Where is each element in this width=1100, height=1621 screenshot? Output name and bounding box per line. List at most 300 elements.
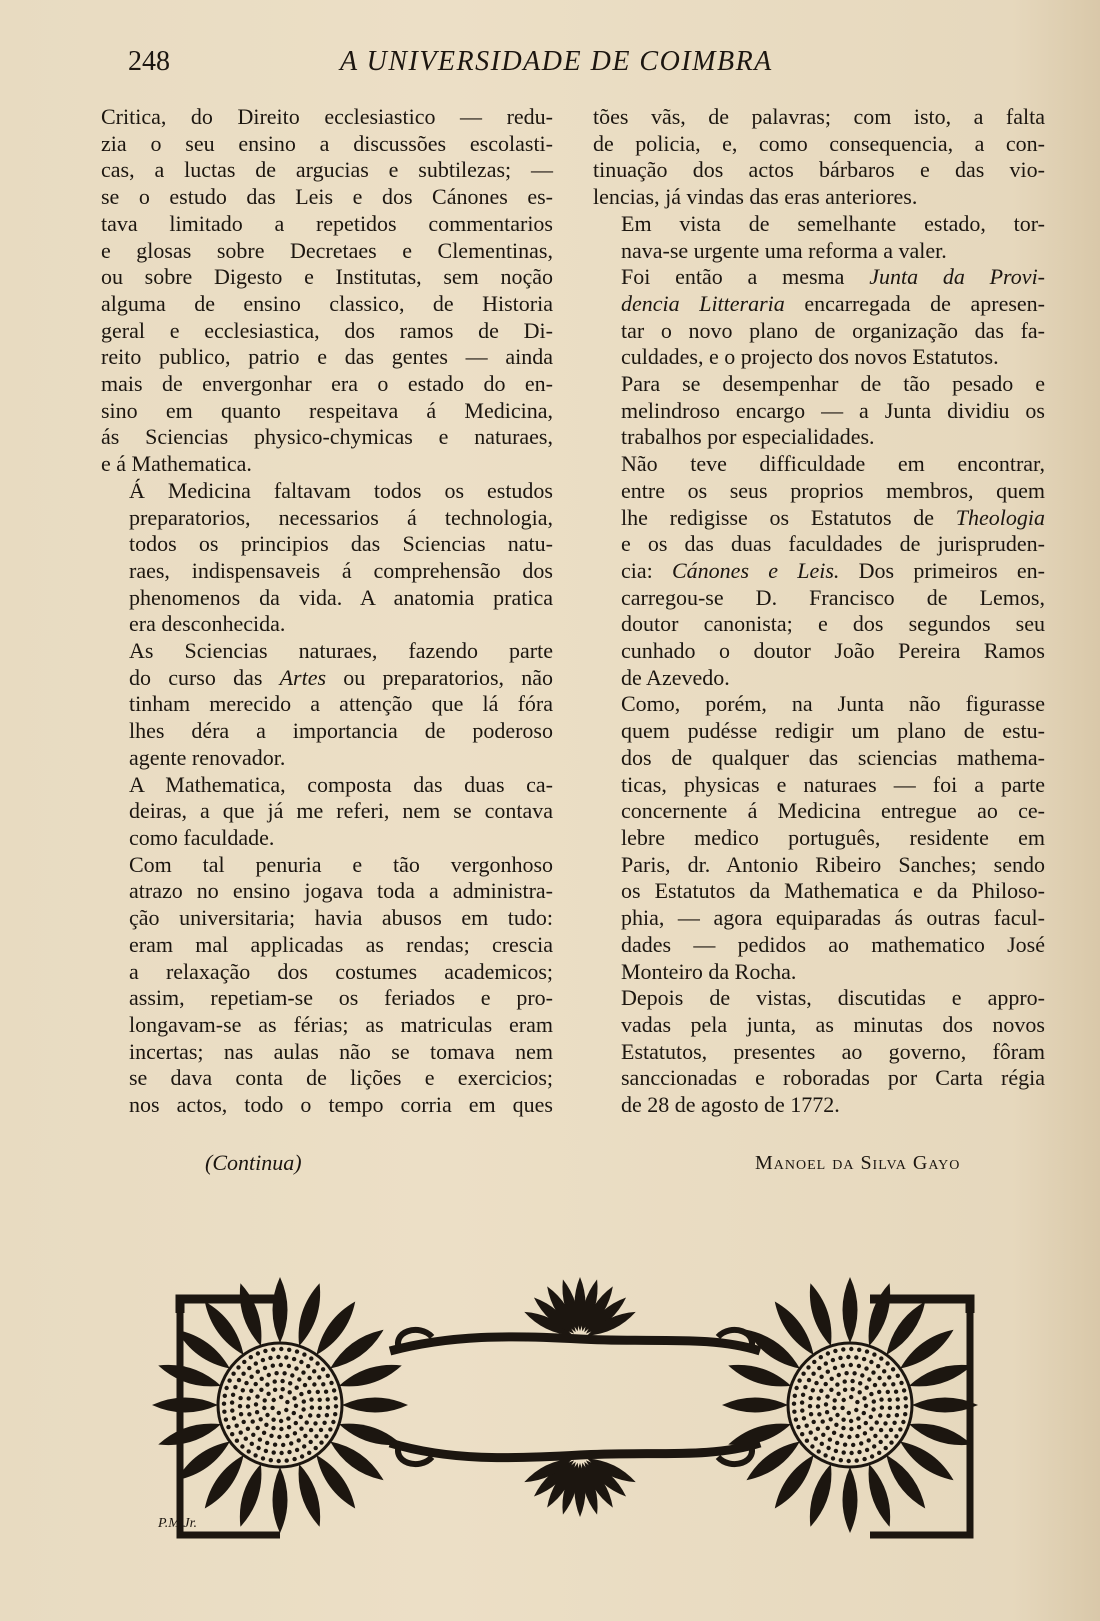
seed-dot <box>792 1402 796 1406</box>
seed-dot <box>268 1356 272 1360</box>
seed-dot <box>840 1406 844 1410</box>
seed-dot <box>858 1381 862 1385</box>
paragraph <box>593 264 1045 371</box>
text-line: incertas; nas aulas não se tomava nem <box>129 1038 553 1064</box>
seed-dot <box>281 1387 285 1391</box>
flower-center <box>218 1343 342 1467</box>
seed-dot <box>326 1405 330 1409</box>
seed-dot <box>276 1355 280 1359</box>
seed-dot <box>264 1449 268 1453</box>
seed-dot <box>844 1371 848 1375</box>
paragraph <box>101 638 553 772</box>
seed-dot <box>833 1398 837 1402</box>
text-line: todos os principios das Sciencias natu- <box>129 531 553 557</box>
seed-dot <box>313 1421 317 1425</box>
seed-dot <box>839 1458 843 1462</box>
text-line: culdades, e o projecto dos novos Estatutos. <box>621 344 999 370</box>
seed-dot <box>255 1410 259 1414</box>
seed-dot <box>239 1412 243 1416</box>
seed-dot <box>797 1378 801 1382</box>
seed-dot <box>806 1365 810 1369</box>
seed-dot <box>851 1387 855 1391</box>
seed-dot <box>334 1404 338 1408</box>
seed-dot <box>849 1347 853 1351</box>
text-line: doutor canonista; e dos segundos seu <box>621 611 1045 637</box>
text-line: Monteiro da Rocha. <box>621 958 797 984</box>
text-line <box>593 264 1045 291</box>
seed-dot <box>902 1388 906 1392</box>
seed-dot <box>805 1424 809 1428</box>
seed-dot <box>238 1396 242 1400</box>
seed-dot <box>297 1377 301 1381</box>
petal <box>292 1462 327 1529</box>
seed-dot <box>247 1449 251 1453</box>
seed-dot <box>805 1439 809 1443</box>
seed-dot <box>826 1426 830 1430</box>
seed-dot <box>880 1405 884 1409</box>
seed-dot <box>273 1388 277 1392</box>
seed-dot <box>814 1381 818 1385</box>
text-line: Critica, do Direito ecclesiastico — redu- <box>101 104 553 129</box>
seed-dot <box>885 1361 889 1365</box>
seed-dot <box>841 1364 845 1368</box>
seed-dot <box>322 1421 326 1425</box>
text-line: Não teve difficuldade em encontrar, <box>621 451 1045 477</box>
seed-dot <box>314 1446 318 1450</box>
seed-dot <box>835 1413 839 1417</box>
seed-dot <box>308 1413 312 1417</box>
seed-dot <box>835 1441 839 1445</box>
seed-dot <box>224 1417 228 1421</box>
seed-dot <box>251 1433 255 1437</box>
seed-dot <box>846 1355 850 1359</box>
petal <box>862 1281 897 1348</box>
seed-dot <box>855 1434 859 1438</box>
seed-dot <box>817 1449 821 1453</box>
seed-dot <box>865 1386 869 1390</box>
seed-dot <box>258 1437 262 1441</box>
seed-dot <box>230 1432 234 1436</box>
seed-dot <box>265 1441 269 1445</box>
text-line: dades — pedidos ao mathematico José <box>621 931 1045 957</box>
seed-dot <box>233 1385 237 1389</box>
seed-dot <box>223 1394 227 1398</box>
seed-dot <box>269 1458 273 1462</box>
seed-dot <box>271 1347 275 1351</box>
petal <box>233 1462 268 1529</box>
seed-dot <box>888 1398 892 1402</box>
seed-dot <box>321 1382 325 1386</box>
sunflower-left <box>152 1277 408 1533</box>
petal <box>342 1398 408 1413</box>
seed-dot <box>817 1412 821 1416</box>
seed-dot <box>833 1349 837 1353</box>
seed-dot <box>301 1407 305 1411</box>
seed-dot <box>231 1393 235 1397</box>
seed-dot <box>279 1363 283 1367</box>
seed-dot <box>869 1415 873 1419</box>
seed-dot <box>841 1347 845 1351</box>
seed-dot <box>238 1404 242 1408</box>
text-line: As Sciencias naturaes, fazendo parte <box>129 638 553 664</box>
text-line: era desconhecida. <box>129 611 286 637</box>
seed-dot <box>857 1364 861 1368</box>
text-line: phenomenos da vida. A anatomia pratica <box>129 584 553 610</box>
text-line: a relaxação dos costumes academicos; <box>129 958 553 984</box>
italic-term: Junta da Provi- <box>869 264 1046 290</box>
seed-dot <box>309 1428 313 1432</box>
seed-dot <box>807 1378 811 1382</box>
seed-dot <box>284 1408 288 1412</box>
seed-dot <box>261 1456 265 1460</box>
seed-dot <box>280 1379 284 1383</box>
seed-dot <box>810 1444 814 1448</box>
seed-dot <box>292 1396 296 1400</box>
text-line: Depois de vistas, discutidas e appro- <box>621 985 1045 1011</box>
seed-dot <box>849 1427 853 1431</box>
seed-dot <box>333 1412 337 1416</box>
text-line: zia o seu ensino a discussões escolasti- <box>101 130 553 156</box>
seed-dot <box>249 1375 253 1379</box>
petal <box>273 1277 288 1343</box>
seed-dot <box>316 1390 320 1394</box>
seed-dot <box>849 1451 853 1455</box>
petal <box>862 1462 897 1529</box>
seed-dot <box>292 1357 296 1361</box>
text-line: phia, — agora equiparadas ás outras facul- <box>621 905 1045 931</box>
seed-dot <box>271 1426 275 1430</box>
seed-dot <box>288 1390 292 1394</box>
text-line <box>101 665 553 692</box>
sunflower-right <box>722 1277 978 1533</box>
seed-dot <box>867 1438 871 1442</box>
seed-dot <box>892 1421 896 1425</box>
seed-dot <box>808 1404 812 1408</box>
seed-dot <box>236 1365 240 1369</box>
seed-dot <box>256 1426 260 1430</box>
seed-dot <box>303 1434 307 1438</box>
text-line: preparatorios, necessarios á technologia, <box>129 504 553 530</box>
paragraph <box>593 211 1045 264</box>
seed-dot <box>269 1434 273 1438</box>
seed-dot <box>802 1416 806 1420</box>
seed-dot <box>319 1440 323 1444</box>
text-line: dos de qualquer das sciencias mathema- <box>621 744 1045 770</box>
text-line: tar o novo plano de organização das fa- <box>621 317 1045 343</box>
text-line: trabalhos por especialidades. <box>621 424 875 450</box>
text-line: tinuação dos actos bárbaros e das vio- <box>593 157 1045 183</box>
seed-dot <box>849 1419 853 1423</box>
text-line: tinham merecido a attenção que lá fóra <box>129 691 553 717</box>
paragraph <box>593 691 1045 985</box>
seed-dot <box>878 1413 882 1417</box>
seed-dot <box>801 1372 805 1376</box>
seed-dot <box>260 1377 264 1381</box>
seed-dot <box>242 1360 246 1364</box>
seed-dot <box>292 1457 296 1461</box>
author-signature: Manoel da Silva Gayo <box>755 1152 961 1174</box>
seed-dot <box>882 1382 886 1386</box>
seed-dot <box>315 1361 319 1365</box>
seed-dot <box>314 1434 318 1438</box>
seed-dot <box>831 1358 835 1362</box>
seed-dot <box>302 1444 306 1448</box>
seed-dot <box>891 1382 895 1386</box>
seed-dot <box>259 1388 263 1392</box>
seed-dot <box>302 1399 306 1403</box>
seed-dot <box>850 1379 854 1383</box>
seed-dot <box>865 1349 869 1353</box>
seed-dot <box>841 1426 845 1430</box>
seed-dot <box>279 1419 283 1423</box>
seed-dot <box>792 1410 796 1414</box>
text-line: ticas, physicas e naturaes — foi a parte <box>621 771 1045 797</box>
seed-dot <box>888 1406 892 1410</box>
text-line: lhes déra a importancia de poderoso <box>129 718 553 744</box>
seed-dot <box>825 1394 829 1398</box>
flower-center <box>788 1343 912 1467</box>
seed-dot <box>273 1443 277 1447</box>
seed-dot <box>241 1372 245 1376</box>
seed-dot <box>292 1411 296 1415</box>
text-line: lencias, já vindas das eras anteriores. <box>593 184 918 210</box>
seed-dot <box>854 1408 858 1412</box>
text-line: agente renovador. <box>129 744 286 770</box>
seed-dot <box>811 1388 815 1392</box>
seed-dot <box>259 1417 263 1421</box>
seed-dot <box>309 1440 313 1444</box>
seed-dot <box>872 1352 876 1356</box>
seed-dot <box>235 1439 239 1443</box>
seed-dot <box>329 1381 333 1385</box>
seed-dot <box>862 1411 866 1415</box>
italic-term: dencia Litteraria <box>621 290 785 316</box>
text-run: encarregada de apresen- <box>784 290 1045 316</box>
text-line: eram mal applicadas as rendas; crescia <box>129 931 553 957</box>
seed-dot <box>889 1428 893 1432</box>
seed-dot <box>279 1427 283 1431</box>
seed-dot <box>894 1434 898 1438</box>
sunflower-ornament-icon <box>150 1265 1010 1555</box>
seed-dot <box>857 1450 861 1454</box>
text-line: A Mathematica, composta das duas ca- <box>129 771 553 797</box>
seed-dot <box>864 1366 868 1370</box>
page-header <box>0 44 1100 84</box>
text-run: cia: <box>621 557 672 583</box>
text-line: de 28 de agosto de 1772. <box>621 1092 840 1118</box>
petal <box>907 1417 974 1452</box>
text-line <box>593 291 1045 318</box>
text-line: se dava conta de lições e exercicios; <box>129 1065 553 1091</box>
seed-dot <box>903 1396 907 1400</box>
seed-dot <box>285 1458 289 1462</box>
petal <box>273 1467 288 1533</box>
seed-dot <box>849 1395 853 1399</box>
seed-dot <box>903 1412 907 1416</box>
seed-dot <box>869 1427 873 1431</box>
seed-dot <box>862 1457 866 1461</box>
seed-dot <box>830 1377 834 1381</box>
seed-dot <box>285 1434 289 1438</box>
seed-dot <box>277 1411 281 1415</box>
seed-dot <box>232 1416 236 1420</box>
seed-dot <box>896 1405 900 1409</box>
seed-dot <box>297 1438 301 1442</box>
seed-dot <box>266 1392 270 1396</box>
seed-dot <box>254 1361 258 1365</box>
text-run: ou preparatorios, não <box>326 664 554 690</box>
seed-dot <box>299 1392 303 1396</box>
seed-dot <box>244 1437 248 1441</box>
seed-dot <box>852 1371 856 1375</box>
text-line: geral e ecclesiastica, dos ramos de Di- <box>101 317 553 343</box>
petals-bottom-center <box>522 1454 638 1517</box>
seed-dot <box>274 1371 278 1375</box>
seed-dot <box>898 1427 902 1431</box>
seed-dot <box>317 1375 321 1379</box>
text-line: Para se desempenhar de tão pesado e <box>621 371 1045 397</box>
continued-note: (Continua) <box>205 1150 302 1175</box>
seed-dot <box>872 1399 876 1403</box>
paragraph <box>593 985 1045 1119</box>
seed-dot <box>270 1406 274 1410</box>
text-line: longavam-se as férias; as matriculas eram <box>129 1011 553 1037</box>
text-line: Como, porém, na Junta não figurasse <box>621 691 1045 717</box>
text-line: reito publico, patrio e das gentes — ainda <box>101 344 553 370</box>
seed-dot <box>894 1390 898 1394</box>
text-line: e os das duas faculdades de jurispruden- <box>621 531 1045 557</box>
seed-dot <box>265 1413 269 1417</box>
seed-dot <box>821 1419 825 1423</box>
seed-dot <box>855 1400 859 1404</box>
seed-dot <box>226 1425 230 1429</box>
seed-dot <box>808 1396 812 1400</box>
seed-dot <box>843 1388 847 1392</box>
running-title: A UNIVERSIDADE DE COIMBRA <box>340 46 773 77</box>
text-line: melindroso encargo — a Junta dividiu os <box>621 397 1045 423</box>
seed-dot <box>256 1446 260 1450</box>
seed-dot <box>263 1349 267 1353</box>
seed-dot <box>876 1364 880 1368</box>
paragraph <box>593 371 1045 451</box>
seed-dot <box>309 1356 313 1360</box>
seed-dot <box>869 1360 873 1364</box>
seed-dot <box>262 1406 266 1410</box>
seed-dot <box>331 1420 335 1424</box>
seed-dot <box>286 1416 290 1420</box>
seed-dot <box>873 1434 877 1438</box>
seed-dot <box>847 1459 851 1463</box>
text-line: carregou-se D. Francisco de Lemos, <box>621 584 1045 610</box>
seed-dot <box>287 1348 291 1352</box>
seed-dot <box>800 1400 804 1404</box>
text-line: ou sobre Digesto e Institutas, sem noção <box>101 264 553 290</box>
text-run: lhe redigisse os Estatutos de <box>621 504 956 530</box>
seed-dot <box>267 1373 271 1377</box>
seed-dot <box>872 1444 876 1448</box>
text-run: Dos primeiros en- <box>839 557 1045 583</box>
seed-dot <box>294 1404 298 1408</box>
text-line: nos actos, todo o tempo corria em ques <box>129 1092 553 1118</box>
petals-top-center <box>522 1277 638 1340</box>
text-line: sino em quanto respeitava á Medicina, <box>101 397 553 423</box>
seed-dot <box>836 1392 840 1396</box>
seed-dot <box>231 1372 235 1376</box>
text-line: atrazo no ensino jogava toda a administra- <box>129 878 553 904</box>
seed-dot <box>325 1413 329 1417</box>
seed-dot <box>247 1366 251 1370</box>
seed-dot <box>833 1366 837 1370</box>
seed-dot <box>287 1425 291 1429</box>
seed-dot <box>309 1397 313 1401</box>
seed-dot <box>240 1444 244 1448</box>
seed-dot <box>824 1361 828 1365</box>
seed-dot <box>793 1394 797 1398</box>
seed-dot <box>271 1418 275 1422</box>
seed-dot <box>261 1358 265 1362</box>
seed-dot <box>305 1420 309 1424</box>
paragraph <box>593 104 1045 211</box>
text-line: cunhado o doutor João Pereira Ramos <box>621 638 1045 664</box>
seed-dot <box>299 1360 303 1364</box>
seed-dot <box>841 1418 845 1422</box>
seed-dot <box>253 1453 257 1457</box>
seed-dot <box>235 1424 239 1428</box>
seed-dot <box>246 1427 250 1431</box>
petal <box>233 1281 268 1348</box>
seed-dot <box>879 1428 883 1432</box>
seed-dot <box>816 1427 820 1431</box>
petal <box>156 1358 223 1393</box>
seed-dot <box>812 1420 816 1424</box>
seed-dot <box>295 1386 299 1390</box>
seed-dot <box>277 1435 281 1439</box>
seed-dot <box>857 1348 861 1352</box>
seed-dot <box>262 1431 266 1435</box>
text-line: Com tal penuria e tão vergonhoso <box>129 851 553 877</box>
paragraph <box>593 451 1045 691</box>
text-line: ás Sciencias physico-chymicas e naturaes, <box>101 424 553 450</box>
seed-dot <box>264 1423 268 1427</box>
seed-dot <box>249 1389 253 1393</box>
text-line: Em vista de semelhante estado, tor- <box>621 210 1045 236</box>
seed-dot <box>244 1381 248 1385</box>
seed-dot <box>887 1375 891 1379</box>
seed-dot <box>272 1450 276 1454</box>
text-line: deiras, a que já me referi, nem se contava <box>129 798 553 824</box>
seed-dot <box>856 1416 860 1420</box>
seed-dot <box>237 1378 241 1382</box>
seed-dot <box>247 1412 251 1416</box>
seed-dot <box>281 1443 285 1447</box>
seed-dot <box>896 1397 900 1401</box>
seed-dot <box>794 1417 798 1421</box>
seed-dot <box>816 1404 820 1408</box>
text-line: Á Medicina faltavam todos os estudos <box>129 477 553 503</box>
petal <box>292 1281 327 1348</box>
text-line: de policia, e, como consequencia, a con- <box>593 130 1045 156</box>
seed-dot <box>250 1442 254 1446</box>
text-line: de Azevedo. <box>621 664 730 690</box>
seed-dot <box>242 1420 246 1424</box>
seed-dot <box>899 1381 903 1385</box>
seed-dot <box>886 1414 890 1418</box>
seed-dot <box>860 1373 864 1377</box>
petal <box>843 1467 858 1533</box>
seed-dot <box>867 1377 871 1381</box>
seed-dot <box>871 1370 875 1374</box>
seed-dot <box>829 1417 833 1421</box>
